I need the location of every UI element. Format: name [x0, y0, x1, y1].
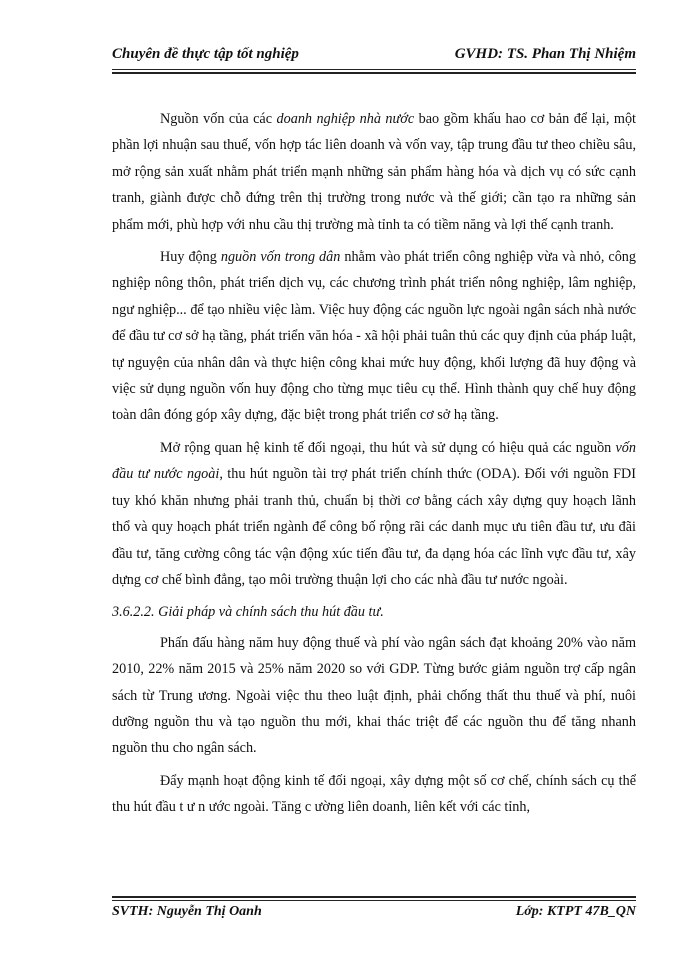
header-right: GVHD: TS. Phan Thị Nhiệm [454, 46, 636, 62]
paragraph-1 [112, 106, 636, 238]
paragraph-2-emphasis: nguồn vốn trong dân [220, 249, 341, 266]
footer-left: SVTH: Nguyễn Thị Oanh [112, 904, 262, 919]
document-body [112, 106, 636, 827]
paragraph-5: Đẩy mạnh hoạt động kinh tế đối ngoại, xây dựng một số cơ chế, chính sách cụ thể thu hút đầu t ư n ước ngoài. Tăng c ường liên doanh, liên kết với các tỉnh, [112, 772, 636, 816]
page-header [112, 46, 636, 63]
paragraph-2-text: Huy động [160, 249, 221, 266]
page-footer [112, 904, 636, 920]
header-rule-thin [112, 69, 636, 70]
footer-right: Lớp: KTPT 47B_QN [515, 904, 636, 919]
paragraph-3-text: Mở rộng quan hệ kinh tế đối ngoại, thu hút và sử dụng có hiệu quả các nguồn [160, 439, 616, 456]
paragraph-1-emphasis: doanh nghiệp nhà nước [276, 111, 415, 127]
paragraph-4: Phấn đấu hàng năm huy động thuế và phí vào ngân sách đạt khoảng 20% vào năm 2010, 22% năm 2015 và 25% năm 2020 so với GDP. Từng bước giảm nguồn trợ cấp ngân sách từ Trung ương. Ngoài việc thu theo luật định, phải chống thất thu thuế và phí, nuôi dưỡng nguồn thu và tạo nguồn thu mới, khai thác triệt để các nguồn thu để tăng nhanh nguồn thu cho ngân sách. [112, 634, 636, 757]
footer-rule-thick [112, 896, 636, 898]
header-rule-thick [112, 72, 636, 74]
paragraph-3-text-cont: , thu hút nguồn tài trợ phát triển chính thức (ODA). Đối với nguồn FDI tuy khó khăn nhưng phải tranh thủ, chuẩn bị thời cơ bằng cách xây dựng quy hoạch lãnh thổ và quy hoạch phát triển ngành để công bố rộng rãi các danh mục ưu tiên đầu tư, ưu đãi đầu tư, tăng cường công tác vận động xúc tiến đầu tư, đa dạng hóa các lĩnh vực đầu tư, xây dựng cơ chế bình đẳng, tạo môi trường thuận lợi cho các nhà đầu tư nước ngoài. [112, 466, 636, 588]
paragraph-3-emphasis: vốn đầu tư nước ngoài [112, 439, 636, 483]
paragraph-3 [112, 435, 636, 593]
paragraph-1-text: Nguồn vốn của các [160, 111, 277, 127]
header-left: Chuyên đề thực tập tốt nghiệp [112, 46, 299, 62]
paragraph-2 [112, 244, 636, 429]
section-heading: 3.6.2.2. Giải pháp và chính sách thu hút đầu tư. [112, 604, 384, 621]
footer-rule-thin [112, 900, 636, 901]
paragraph-2-text-cont: nhằm vào phát triển công nghiệp vừa và nhỏ, công nghiệp nông thôn, phát triển dịch vụ, các chương trình phát triển nông nghiệp, lâm nghiệp, ngư nghiệp... để tạo nhiều việc làm. Việc huy động các nguồn lực ngoài ngân sách nhà nước để đầu tư cơ sở hạ tầng, phát triển văn hóa - xã hội phải tuân thủ các quy định của pháp luật, tự nguyện của nhân dân và thực hiện công khai mức huy động, khối lượng đã huy động và việc sử dụng nguồn vốn huy động cho từng mục tiêu cụ thể. Hình thành quy chế huy động toàn dân đóng góp xây dựng, đặc biệt trong phát triển cơ sở hạ tầng. [112, 249, 636, 424]
paragraph-1-text-cont: bao gồm khấu hao cơ bản để lại, một phần lợi nhuận sau thuế, vốn hợp tác liên doanh và vốn vay, tập trung đầu tư theo chiều sâu, mở rộng sản xuất nhằm phát triển mạnh những sản phẩm hàng hóa và dịch vụ có sức cạnh tranh, giành được chỗ đứng trên thị trường trong nước và thế giới; cần tạo ra những sản phẩm mới, phù hợp với nhu cầu thị trường mà tỉnh ta có tiềm năng và lợi thế cạnh tranh. [112, 111, 636, 233]
